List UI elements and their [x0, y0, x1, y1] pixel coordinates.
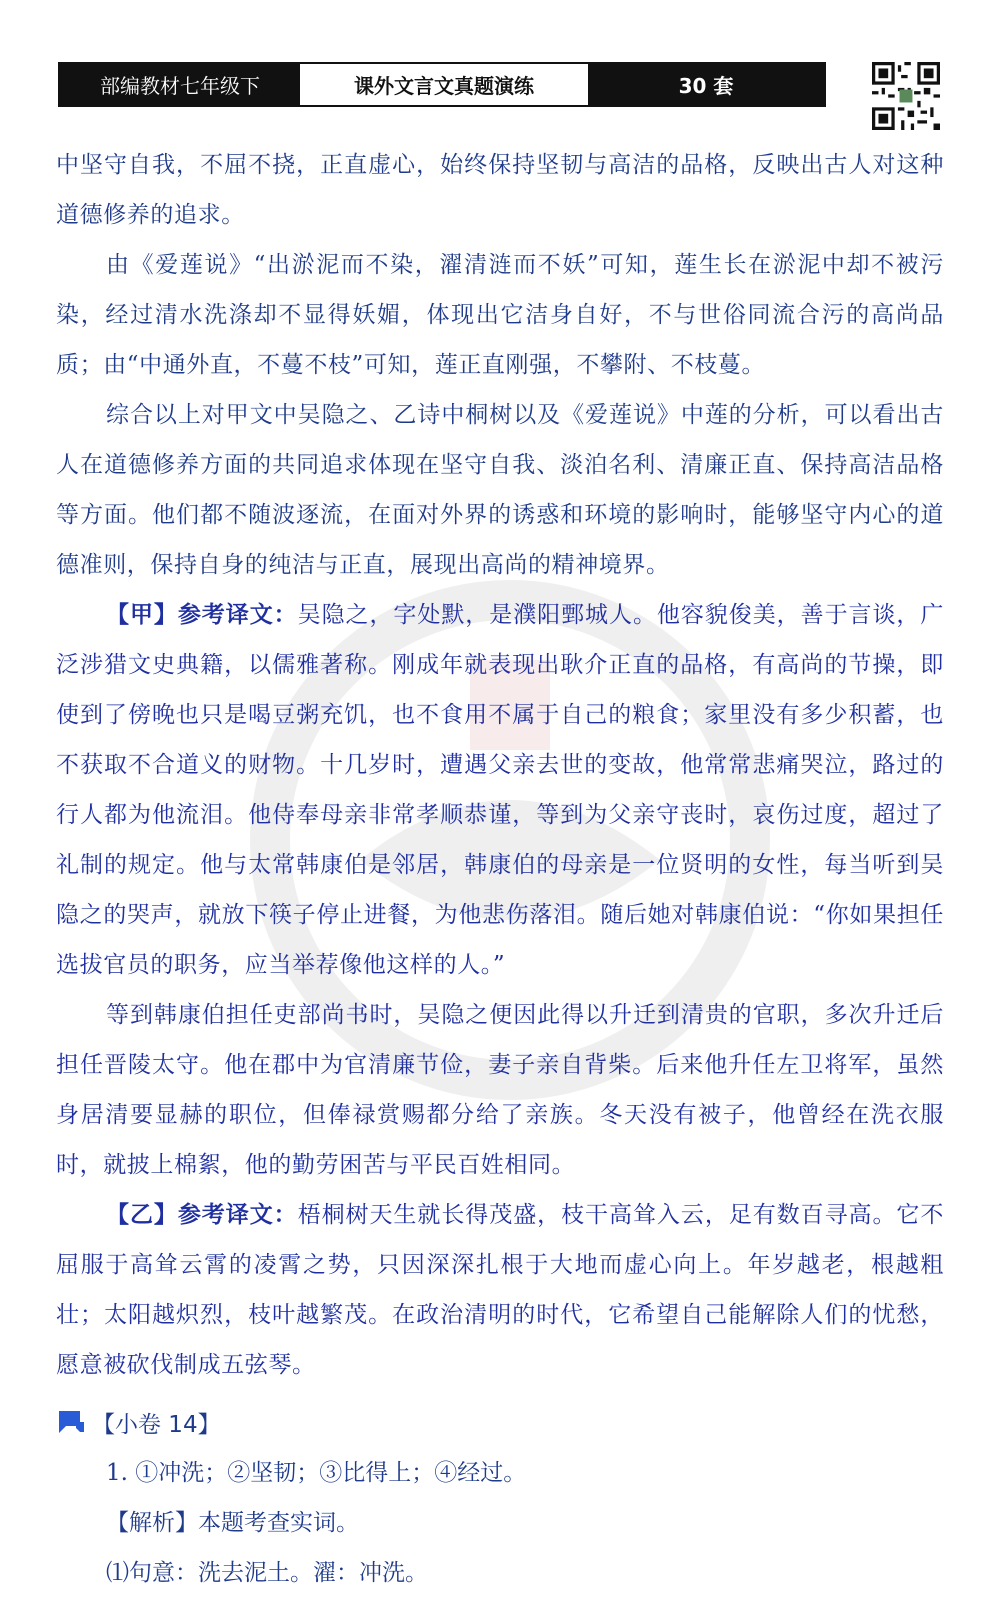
flag-icon	[56, 1408, 86, 1436]
paragraph-ailian: 由《爱莲说》“出淤泥而不染，濯清涟而不妖”可知，莲生长在淤泥中却不被污染，经过清水洗涤却不显得妖媚，体现出它洁身自好，不与世俗同流合污的高尚品质；由“中通外直，不蔓不枝”可知，莲正直刚强，不攀附、不枝蔓。	[56, 252, 944, 378]
analysis-item-1: ⑴句意：洗去泥土。濯：冲洗。	[106, 1560, 428, 1586]
paragraph-summary: 综合以上对甲文中吴隐之、乙诗中桐树以及《爱莲说》中莲的分析，可以看出古人在道德修养方面的共同追求体现在坚守自我、淡泊名利、清廉正直、保持高洁品格等方面。他们都不随波逐流，在面对外界的诱惑和环境的影响时，能够坚守内心的道德准则，保持自身的纯洁与正直，展现出高尚的精神境界。	[56, 402, 944, 578]
analysis-label: 【解析】本题考查实词。	[106, 1510, 359, 1536]
header-title: 课外文言文真题演练	[300, 64, 588, 105]
translation-a-text1: 吴隐之，字处默，是濮阳鄄城人。他容貌俊美，善于言谈，广泛涉猎文史典籍，以儒雅著称。刚成年就表现出耿介正直的品格，有高尚的节操，即使到了傍晚也只是喝豆粥充饥，也不食用不属于自己的粮食；家里没有多少积蓄，也不获取不合道义的财物。十几岁时，遭遇父亲去世的变故，他常常悲痛哭泣，路过的行人都为他流泪。他侍奉母亲非常孝顺恭谨，等到为父亲守丧时，哀伤过度，超过了礼制的规定。他与太常韩康伯是邻居，韩康伯的母亲是一位贤明的女性，每当听到吴隐之的哭声，就放下筷子停止进餐，为他悲伤落泪。随后她对韩康伯说：“你如果担任选拔官员的职务，应当举荐像他这样的人。”	[56, 602, 944, 978]
translation-a-tag: 【甲】参考译文：	[106, 602, 298, 628]
translation-b-tag: 【乙】参考译文：	[106, 1202, 298, 1228]
section-title: 【小卷 14】	[92, 1411, 221, 1438]
paragraph-continued: 中坚守自我，不屈不挠，正直虚心，始终保持坚韧与高洁的品格，反映出古人对这种道德修养的追求。	[56, 152, 944, 228]
header-set-count: 30 套	[588, 64, 824, 105]
document-body	[56, 140, 944, 1598]
header-grade-label: 部编教材七年级下	[60, 64, 300, 105]
translation-a-text2: 等到韩康伯担任吏部尚书时，吴隐之便因此得以升迁到清贵的官职，多次升迁后担任晋陵太守。他在郡中为官清廉节俭，妻子亲自背柴。后来他升任左卫将军，虽然身居清要显赫的职位，但俸禄赏赐都分给了亲族。冬天没有被子，他曾经在洗衣服时，就披上棉絮，他的勤劳困苦与平民百姓相同。	[56, 1002, 944, 1178]
section-header	[56, 1396, 944, 1448]
qr-code-icon	[872, 62, 940, 130]
translation-a-part1	[56, 590, 944, 990]
translation-b	[56, 1190, 944, 1390]
header-bar	[58, 62, 826, 107]
answer-1: 1. ①冲洗；②坚韧；③比得上；④经过。	[106, 1460, 527, 1486]
translation-b-text: 梧桐树天生就长得茂盛，枝干高耸入云，足有数百寻高。它不屈服于高耸云霄的凌霄之势，只因深深扎根于大地而虚心向上。年岁越老，根越粗壮；太阳越炽烈，枝叶越繁茂。在政治清明的时代，它希望自己能解除人们的忧愁，愿意被砍伐制成五弦琴。	[56, 1202, 944, 1378]
